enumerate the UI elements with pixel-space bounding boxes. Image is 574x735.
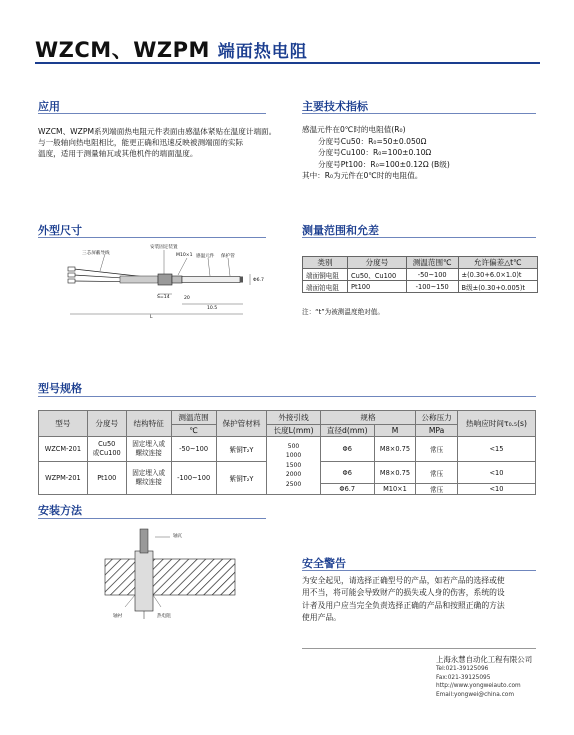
application-heading: 应用	[38, 100, 60, 113]
table-cell: 紫铜T₂Y	[216, 462, 267, 495]
measurement-table	[302, 256, 538, 293]
lead-length: 2000	[285, 471, 302, 479]
safety-text	[302, 575, 540, 625]
table-cell: 常压	[416, 437, 458, 462]
table-row	[303, 281, 538, 293]
application-text	[38, 126, 278, 159]
table-cell: Pt100	[87, 462, 126, 495]
table-cell: <10	[458, 484, 536, 495]
footer-tel: Tel:021-39125096	[436, 665, 489, 672]
table-cell: -50~100	[406, 269, 458, 281]
specs-line: 其中：R₀为元件在0℃时的电阻值。	[302, 171, 423, 181]
specs-line: 分度号Pt100：R₀=100±0.12Ω (B级)	[318, 159, 450, 169]
measurement-header-row	[303, 257, 538, 269]
models-rule	[38, 396, 536, 397]
measurement-note: 注：“t”为被测温度绝对值。	[302, 308, 384, 316]
lead-length-cell	[267, 437, 320, 495]
label-dim-a: S=14	[157, 295, 170, 300]
models-table	[38, 410, 536, 495]
table-cell: <10	[458, 462, 536, 484]
models-col-response: 热响应时间τ₀.₅(s)	[458, 411, 536, 437]
measurement-heading: 测量范围和允差	[302, 224, 379, 237]
application-line: WZCM、WZPM系列端面热电阻元件表面由感温体紧贴在温度计端面。	[38, 127, 277, 136]
table-cell: Cu50、Cu100	[348, 269, 407, 281]
safety-line: 使用产品。	[302, 613, 341, 623]
safety-line: 为安全起见，请选择正确型号的产品，如若产品的选择或使	[302, 576, 505, 585]
application-line: 与一般轴向热电阻相比，能更正确和迅速反映被测端面的实际	[38, 138, 244, 147]
table-cell: 常压	[416, 484, 458, 495]
table-cell: Φ6	[320, 462, 374, 484]
footer-rule	[302, 648, 536, 649]
table-cell: M10×1	[374, 484, 415, 495]
footer-company: 上海永慧自动化工程有限公司	[436, 655, 533, 664]
measurement-col-type: 类别	[303, 257, 348, 269]
models-col-pressure: 公称压力	[416, 411, 458, 425]
table-cell: -50~100	[171, 437, 216, 462]
page-title	[35, 34, 308, 64]
dimension-drawing-svg	[60, 244, 275, 324]
models-col-pressure-unit: MPa	[416, 425, 458, 437]
table-cell: Φ6	[320, 437, 374, 462]
label-thread: M10×1	[176, 253, 193, 258]
table-cell: 紫铜T₂Y	[216, 437, 267, 462]
dimension-drawing	[60, 244, 275, 324]
footer-fax: Fax:021-39125095	[436, 674, 491, 681]
label-sheath: 保护管	[221, 254, 235, 259]
footer-email: Email:yongwei@china.com	[436, 692, 515, 699]
table-cell: 常压	[416, 462, 458, 484]
models-col-grade: 分度号	[87, 411, 126, 437]
table-cell: Φ6.7	[320, 484, 374, 495]
measurement-col-grade: 分度号	[348, 257, 407, 269]
models-header-row	[39, 411, 536, 425]
safety-rule	[302, 570, 536, 571]
table-cell: B级±(0.30+0.005)t	[458, 281, 537, 293]
models-col-sheath: 保护管材料	[216, 411, 267, 437]
label-insulated-wire: 三芯屏蔽导线	[82, 251, 110, 256]
safety-heading: 安全警告	[302, 557, 346, 570]
label-dim-c: 10.5	[207, 306, 218, 311]
table-cell: M8×0.75	[374, 437, 415, 462]
models-heading: 型号规格	[38, 382, 82, 395]
table-cell: 端面铂电阻	[303, 281, 348, 293]
table-row	[39, 437, 536, 462]
specs-text	[302, 124, 542, 182]
application-rule	[38, 113, 266, 114]
footer	[436, 656, 546, 700]
models-col-lead-unit: 长度L(mm)	[267, 425, 320, 437]
label-sensor: 感温元件	[196, 254, 215, 259]
table-cell: 端面铜电阻	[303, 269, 348, 281]
table-cell: M8×0.75	[374, 462, 415, 484]
label-bearing: 轴瓦	[173, 534, 183, 539]
label-dim-b: 20	[184, 296, 190, 301]
footer-web: http://www.yongweiauto.com	[436, 683, 521, 690]
specs-line: 感温元件在0℃时的电阻值(R₀)	[302, 125, 406, 134]
table-cell: -100~100	[171, 462, 216, 495]
table-cell: WZPM-201	[39, 462, 88, 495]
table-cell: Cu50 或Cu100	[87, 437, 126, 462]
title-latin: WZCM、WZPM	[35, 38, 210, 62]
table-cell: WZCM-201	[39, 437, 88, 462]
models-col-thread: M	[374, 425, 415, 437]
table-cell: <15	[458, 437, 536, 462]
specs-heading: 主要技术指标	[302, 100, 368, 113]
table-row	[303, 269, 538, 281]
dimensions-rule	[38, 237, 266, 238]
label-mounting: 安装固定装置	[150, 245, 178, 250]
models-col-diameter: 直径d(mm)	[320, 425, 374, 437]
install-rule	[38, 518, 266, 519]
specs-rule	[302, 113, 536, 114]
measurement-rule	[302, 237, 536, 238]
table-cell: ±(0.30+6.0×1.0)t	[458, 269, 537, 281]
safety-line: 计者及用户应当完全负责选择正确的产品和按照正确的方法	[302, 600, 505, 610]
label-length: L	[150, 315, 153, 320]
models-col-spec: 规格	[320, 411, 416, 425]
models-col-model: 型号	[39, 411, 88, 437]
lead-length: 500	[287, 442, 300, 450]
lead-length: 1500	[285, 461, 302, 469]
models-col-range: 测温范围	[171, 411, 216, 425]
table-cell: Pt100	[348, 281, 407, 293]
title-cn: 端面热电阻	[217, 42, 308, 62]
specs-line: 分度号Cu50：R₀=50±0.050Ω	[318, 136, 427, 146]
label-diameter: Φ6.7	[253, 278, 264, 283]
models-col-range-unit: ℃	[171, 425, 216, 437]
table-cell: -100~150	[406, 281, 458, 293]
lead-length: 1000	[285, 452, 302, 460]
measurement-col-tolerance: 允许偏差△t℃	[458, 257, 537, 269]
table-cell: 固定埋入或 螺纹连接	[126, 437, 171, 462]
models-col-structure: 结构特征	[126, 411, 171, 437]
label-resistor: 热电阻	[157, 614, 171, 619]
models-col-lead: 外接引线	[267, 411, 320, 425]
install-drawing-svg	[95, 525, 245, 625]
measurement-col-range: 测温范围℃	[406, 257, 458, 269]
install-heading: 安装方法	[38, 504, 82, 517]
install-drawing	[95, 525, 245, 625]
title-rule	[35, 62, 540, 64]
safety-line: 用不当，将可能会导致财产的损失或人身的伤害，系统的设	[302, 588, 505, 598]
label-shaft: 轴衬	[113, 614, 123, 619]
lead-length: 2500	[285, 480, 302, 488]
specs-line: 分度号Cu100：R₀=100±0.10Ω	[318, 148, 432, 158]
application-line: 温度，适用于测量轴瓦或其他机件的端面温度。	[38, 149, 198, 158]
dimensions-heading: 外型尺寸	[38, 224, 82, 237]
table-cell: 固定埋入或 螺纹连接	[126, 462, 171, 495]
